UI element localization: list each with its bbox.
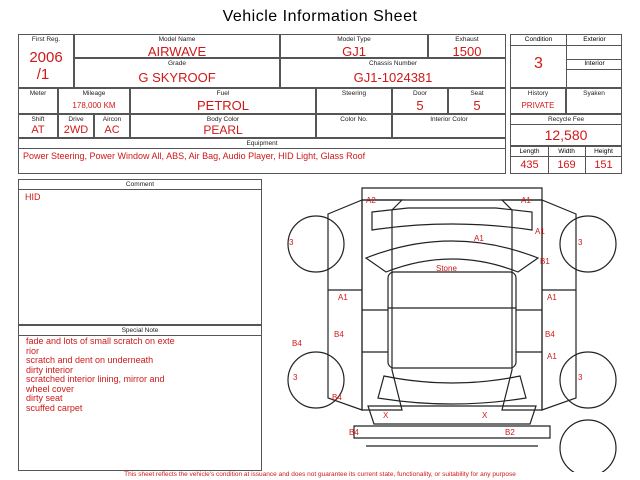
comment-text: HID	[25, 192, 41, 202]
syaken-label: Syaken	[583, 90, 605, 97]
mark-mirror-right: B1	[540, 257, 550, 266]
rear-bumper-icon	[354, 426, 550, 438]
length-label: Length	[519, 148, 540, 155]
fuel-cell	[130, 88, 316, 114]
model-type-cell	[280, 34, 428, 58]
drive-label: Drive	[68, 116, 84, 123]
left-side-icon	[328, 200, 362, 410]
tailgate-icon	[368, 406, 536, 424]
mark-wheel-front-left: 3	[289, 238, 294, 247]
mark-bumper-rear-right: B2	[505, 428, 515, 437]
equipment-cell	[18, 138, 506, 174]
color-no-label: Color No.	[340, 116, 368, 123]
mark-front-left: A2	[366, 196, 376, 205]
special-note-line: fade and lots of small scratch on exte	[26, 336, 175, 346]
special-note-line: rior	[26, 345, 39, 356]
aircon-value: AC	[104, 124, 120, 136]
first-reg-cell	[18, 34, 74, 88]
seat-label: Seat	[470, 90, 484, 97]
steering-label: Steering	[341, 90, 367, 97]
height-value: 151	[594, 159, 613, 171]
drive-cell	[58, 114, 94, 138]
special-note-list	[26, 337, 175, 413]
front-bumper-icon	[362, 188, 542, 200]
mark-door-rear-left: B4	[334, 330, 344, 339]
grade-label: Grade	[167, 60, 187, 67]
chassis-label: Chassis Number	[368, 60, 418, 67]
interior-color-label: Interior Color	[430, 116, 468, 123]
mark-bumper-rear-left: B4	[349, 428, 359, 437]
history-label: History	[527, 90, 549, 97]
exterior-label: Exterior	[583, 36, 606, 43]
steering-cell	[316, 88, 392, 114]
exhaust-cell	[428, 34, 506, 58]
width-value: 169	[557, 159, 576, 171]
model-name-value: AIRWAVE	[147, 44, 207, 59]
mark-wheel-front-right: 3	[578, 238, 583, 247]
aircon-label: Aircon	[102, 116, 122, 123]
model-type-label: Model Type	[337, 36, 371, 43]
mark-fender-right: A1	[535, 227, 545, 236]
sheet-title: Vehicle Information Sheet	[222, 8, 418, 25]
fuel-label: Fuel	[216, 90, 230, 97]
history-value: PRIVATE	[521, 101, 555, 110]
roof-icon	[388, 272, 516, 368]
seat-value: 5	[473, 98, 481, 113]
shift-cell	[18, 114, 58, 138]
disclaimer-footer: This sheet reflects the vehicle's condition at issuance and does not guarantee its current state, functionality, or suitability for any purpose	[124, 471, 516, 478]
mark-rear-x-right: X	[482, 411, 488, 420]
color-no-cell	[316, 114, 392, 138]
mark-wheel-rear-right: 3	[578, 373, 583, 382]
seat-cell	[448, 88, 506, 114]
mark-door-rear-right: B4	[545, 330, 555, 339]
mark-wheel-rear-left: 3	[293, 373, 298, 382]
mileage-label: Mileage	[82, 90, 106, 97]
wheel-front-left-icon	[288, 216, 344, 272]
history-cell	[510, 88, 566, 114]
right-side-icon	[542, 200, 576, 410]
comment-label: Comment	[125, 181, 155, 188]
height-label: Height	[594, 148, 613, 155]
special-note-line: dirty interior	[26, 364, 74, 375]
wheel-front-right-icon	[560, 216, 616, 272]
mark-sill-left: B4	[292, 339, 302, 348]
model-name-label: Model Name	[158, 36, 196, 43]
mileage-cell	[58, 88, 130, 114]
grade-value: G SKYROOF	[138, 70, 216, 85]
equipment-value: Power Steering, Power Window All, ABS, Air Bag, Audio Player, HID Light, Glass Roof	[23, 151, 366, 161]
first-reg-month: /1	[36, 66, 50, 83]
mark-door-front-left: A1	[338, 293, 348, 302]
condition-block	[510, 34, 622, 88]
model-name-cell	[74, 34, 280, 58]
mark-sill-right: A1	[547, 352, 557, 361]
fuel-value: PETROL	[196, 98, 249, 113]
spare-wheel-icon	[560, 420, 616, 472]
door-value: 5	[416, 98, 424, 113]
recycle-fee-cell	[510, 114, 622, 146]
car-damage-diagram	[270, 180, 632, 472]
special-note-label: Special Note	[121, 327, 159, 334]
mark-front-right: A1	[521, 196, 531, 205]
first-reg-label: First Reg.	[31, 36, 61, 43]
aircon-cell	[94, 114, 130, 138]
interior-color-cell	[392, 114, 506, 138]
first-reg-year: 2006	[29, 49, 63, 66]
exhaust-label: Exhaust	[455, 36, 479, 43]
shift-value: AT	[31, 124, 45, 136]
mileage-value: 178,000 KM	[72, 101, 116, 110]
model-type-value: GJ1	[342, 44, 366, 59]
mark-quarter-left: B4	[332, 393, 342, 402]
special-note-line: dirty seat	[26, 393, 63, 403]
dimensions-cell	[510, 146, 622, 174]
length-value: 435	[520, 159, 539, 171]
condition-label: Condition	[524, 36, 553, 43]
drive-value: 2WD	[63, 124, 89, 136]
grade-cell	[74, 58, 280, 88]
meter-cell	[18, 88, 58, 114]
shift-label: Shift	[31, 116, 45, 123]
special-note-line: wheel cover	[26, 383, 75, 394]
width-label: Width	[558, 148, 575, 155]
exhaust-value: 1500	[452, 44, 482, 59]
mark-rear-x-left: X	[383, 411, 389, 420]
body-color-label: Body Color	[206, 116, 240, 123]
hood-icon	[372, 208, 532, 230]
rear-window-icon	[378, 376, 526, 404]
recycle-fee-label: Recycle Fee	[547, 116, 585, 123]
mark-hood: A1	[474, 234, 484, 243]
special-note-line: scuffed carpet	[26, 402, 83, 413]
mark-door-front-right: A1	[547, 293, 557, 302]
special-note-line: scratch and dent on underneath	[26, 355, 154, 365]
special-note-line: scratched interior lining, mirror and	[26, 374, 165, 384]
special-note-box	[18, 325, 262, 471]
door-label: Door	[412, 90, 428, 97]
chassis-value: GJ1-1024381	[353, 70, 433, 85]
condition-value: 3	[534, 55, 543, 72]
interior-label: Interior	[584, 60, 605, 67]
equipment-label: Equipment	[19, 140, 505, 149]
door-cell	[392, 88, 448, 114]
mark-roof: Stone	[436, 264, 457, 273]
body-color-cell	[130, 114, 316, 138]
syaken-cell	[566, 88, 622, 114]
body-color-value: PEARL	[203, 123, 243, 137]
comment-box	[18, 179, 262, 325]
wheel-rear-right-icon	[560, 352, 616, 408]
chassis-cell	[280, 58, 506, 88]
meter-label: Meter	[29, 90, 47, 97]
recycle-fee-value: 12,580	[544, 127, 588, 143]
